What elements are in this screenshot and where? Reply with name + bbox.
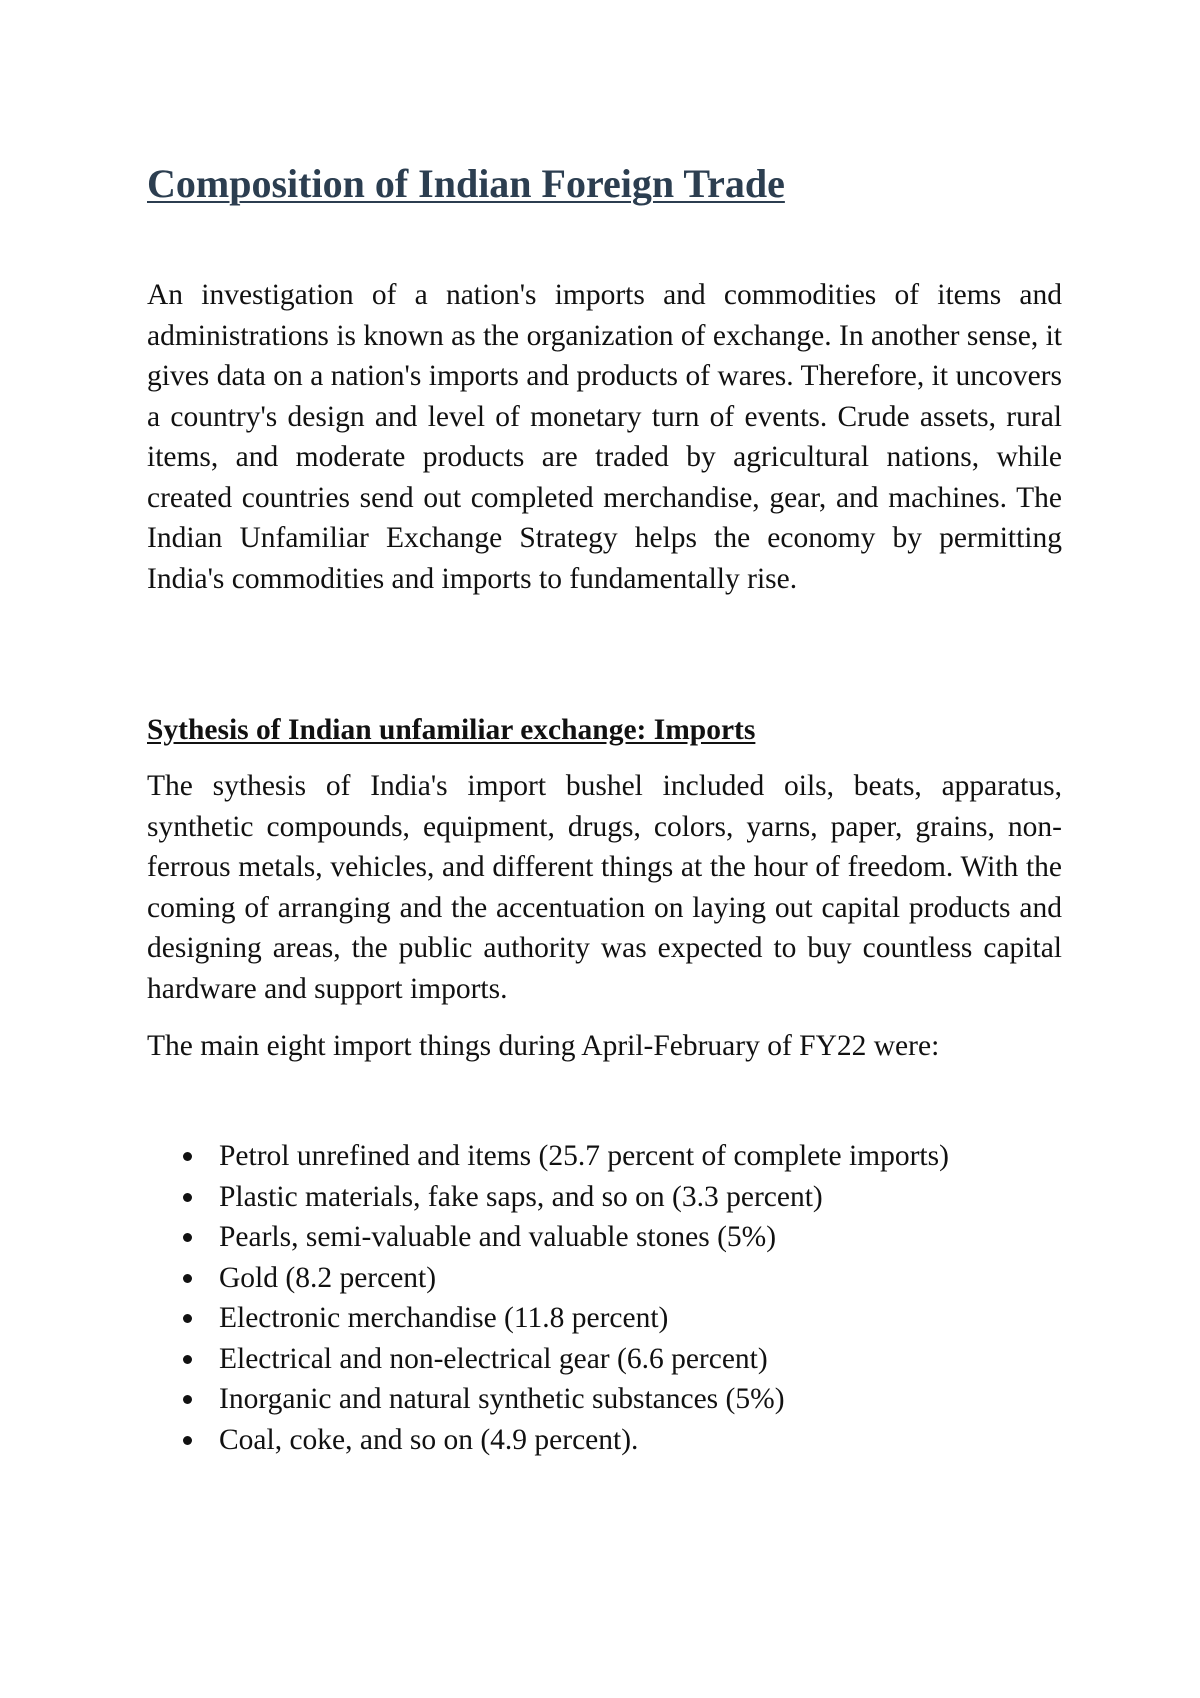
list-item (147, 1217, 949, 1258)
list-item (147, 1258, 949, 1299)
list-item-text: Gold (8.2 percent) (219, 1261, 437, 1294)
section-heading: Sythesis of Indian unfamiliar exchange: Imports (147, 714, 756, 746)
list-item (147, 1379, 949, 1420)
bullet-icon (183, 1395, 192, 1404)
list-item (147, 1420, 949, 1461)
list-item-text: Electrical and non-electrical gear (6.6 percent) (219, 1342, 768, 1375)
bullet-icon (183, 1233, 192, 1242)
list-item (147, 1339, 949, 1380)
section-paragraph: The sythesis of India's import bushel included oils, beats, apparatus, synthetic compounds, equipment, drugs, colors, yarns, paper, grains, non-ferrous metals, vehicles, and different things at the hour of freedom. With the coming of arranging and the accentuation on laying out capital products and designing areas, the public authority was expected to buy countless capital hardware and support imports. (147, 770, 1062, 1005)
list-item (147, 1177, 949, 1218)
list-item-text: Petrol unrefined and items (25.7 percent of complete imports) (219, 1140, 949, 1172)
list-item-text: Coal, coke, and so on (4.9 percent). (219, 1423, 639, 1456)
bullet-icon (183, 1314, 192, 1323)
bullet-icon (183, 1355, 192, 1364)
bullet-icon (183, 1436, 192, 1445)
list-item-text: Plastic materials, fake saps, and so on (3.3 percent) (219, 1180, 823, 1213)
list-item (147, 1136, 949, 1177)
list-item-text: Inorganic and natural synthetic substances (5%) (219, 1383, 785, 1415)
page-title: Composition of Indian Foreign Trade (147, 161, 785, 206)
bullet-icon (183, 1193, 192, 1202)
list-item (147, 1298, 949, 1339)
bullet-icon (183, 1152, 192, 1161)
bullet-icon (183, 1274, 192, 1283)
list-item-text: Electronic merchandise (11.8 percent) (219, 1302, 669, 1334)
list-intro: The main eight import things during April-February of FY22 were: (147, 1030, 940, 1062)
list-item-text: Pearls, semi-valuable and valuable stones (5%) (219, 1221, 777, 1253)
intro-paragraph: An investigation of a nation's imports and commodities of items and administrations is known as the organization of exchange. In another sense, it gives data on a nation's imports and products of wares. Therefore, it uncovers a country's design and level of monetary turn of events. Crude assets, rural items, and moderate products are traded by agricultural nations, while created countries send out completed merchandise, gear, and machines. The Indian Unfamiliar Exchange Strategy helps the economy by permitting India's commodities and imports to fundamentally rise. (147, 279, 1062, 595)
import-items-list (147, 1136, 949, 1460)
